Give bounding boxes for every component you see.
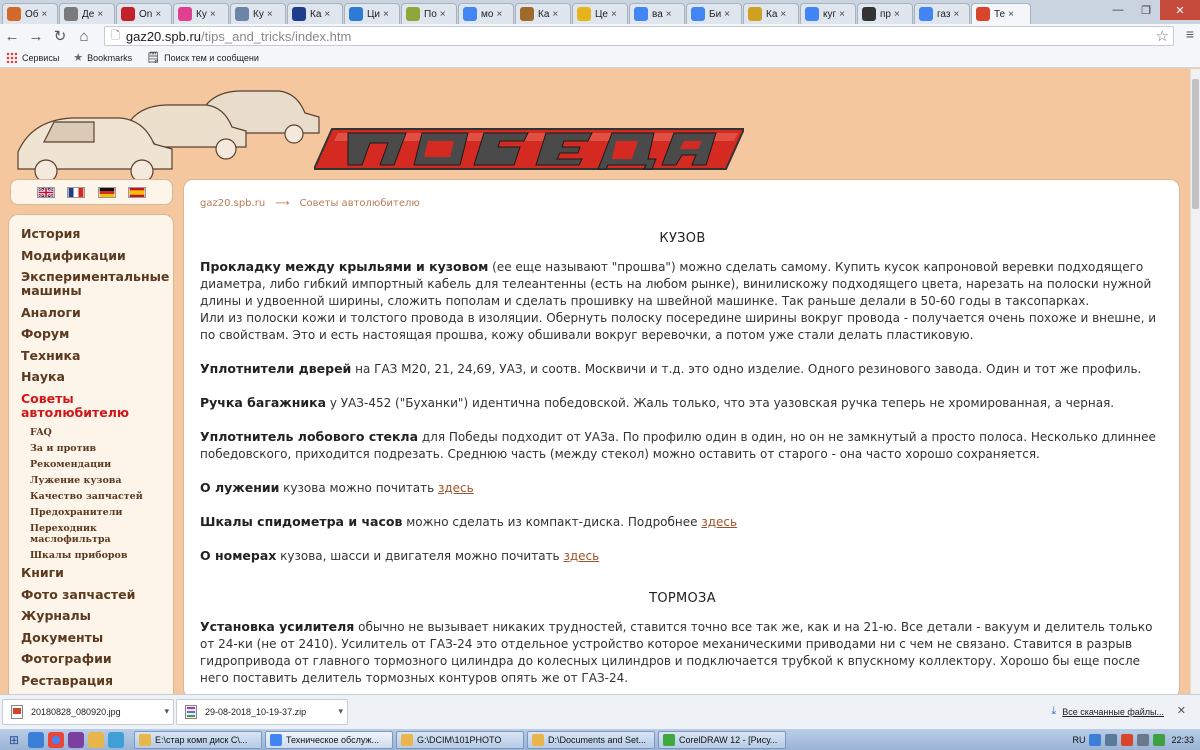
tab-title: куг — [823, 8, 837, 20]
downloads-bar — [0, 694, 1200, 729]
taskbar-button[interactable]: Техническое обслуж... — [265, 731, 393, 749]
paragraph-text: (ее еще называют "прошва") можно сделать самому. Купить кусок капроновой веревки подходящего диаметра, либо гибкий импортный кабель для телеантенны (есть на любом рынке), винилискожу подходящего цвета, нарезать на полоски нужной длины и удвоенной ширины, сложить пополам и сделать прошивку на швейной машинке. Так раньше делали в 50-60 годы в таксопарках. — [200, 260, 1152, 308]
browser-tab[interactable] — [971, 3, 1031, 24]
paragraph-heading: Установка усилителя — [200, 619, 355, 634]
tab-title: газ — [937, 8, 951, 20]
sidebar-subitem[interactable]: Качество запчастей — [30, 491, 143, 502]
sidebar-subitem[interactable]: Рекомендации — [30, 459, 112, 470]
volume-icon[interactable] — [1137, 734, 1149, 746]
browser-tab[interactable] — [572, 3, 628, 24]
sidebar-item[interactable]: Книги — [21, 565, 64, 580]
paragraph-heading: Шкалы спидометра и часов — [200, 514, 403, 529]
close-tab-icon[interactable]: × — [41, 8, 48, 20]
paragraph-text: для Победы подходит от УАЗа. По профилю один в один, но он не замкнутый а просто полоса. Несколько длиннее победовского, приходится подрезать. Среднюю часть (между стекол) можно оставить от старого - она часто хорошо сохраняется. — [200, 430, 1156, 461]
close-icon[interactable]: ✕ — [1176, 705, 1186, 717]
paragraph-heading: Уплотнители дверей — [200, 361, 352, 376]
close-tab-icon[interactable]: × — [953, 8, 960, 20]
tab-title: Ка — [538, 8, 550, 20]
page-icon: 🗋 — [111, 29, 120, 42]
forum-icon: 🗒 — [146, 52, 161, 64]
sidebar-subitem[interactable]: Шкалы приборов — [30, 550, 128, 561]
star-icon: ★ — [73, 52, 84, 64]
site-icon — [748, 7, 762, 21]
close-tab-icon[interactable]: × — [610, 8, 617, 20]
taskbar-button[interactable]: D:\Documents and Set... — [527, 731, 655, 749]
paragraph-heading: Ручка багажника — [200, 395, 327, 410]
browser-tab[interactable] — [59, 3, 115, 24]
url-path: /tips_and_tricks/index.htm — [201, 28, 352, 44]
site-icon — [520, 7, 534, 21]
tab-title: пр — [880, 8, 891, 20]
bookmarks-bar — [0, 48, 1200, 68]
download-arrow-icon: ⤓ — [1051, 705, 1057, 717]
task-app-icon — [401, 734, 413, 746]
clock: 22:33 — [1171, 734, 1194, 745]
help-icon[interactable] — [1089, 734, 1101, 746]
flag-fr-icon[interactable] — [67, 187, 85, 198]
chrome-icon[interactable] — [48, 732, 64, 748]
close-tab-icon[interactable]: × — [496, 8, 503, 20]
sidebar-item[interactable]: Экспериментальные машины — [21, 269, 170, 298]
browser-tab[interactable] — [401, 3, 457, 24]
sidebar-item[interactable]: Журналы — [21, 608, 91, 623]
article-paragraph — [200, 360, 1165, 378]
section-title: КУЗОВ — [659, 231, 706, 246]
tab-title: Би — [709, 8, 722, 20]
globe-icon — [406, 7, 420, 21]
sidebar-subitem[interactable]: Предохранители — [30, 507, 123, 518]
sidebar-subitem[interactable]: FAQ — [30, 427, 52, 438]
tab-title: ва — [652, 8, 663, 20]
main-content — [183, 179, 1180, 694]
tab-title: Ци — [367, 8, 380, 20]
close-tab-icon[interactable]: × — [1008, 8, 1014, 20]
browser-tab[interactable] — [287, 3, 343, 24]
close-tab-icon[interactable]: × — [324, 8, 331, 20]
read-more-link[interactable]: здесь — [701, 515, 738, 529]
tab-title: По — [424, 8, 437, 20]
car-icon — [64, 7, 78, 21]
language-indicator[interactable]: RU — [1072, 734, 1086, 745]
article-paragraph — [200, 479, 1165, 497]
zip-file-icon — [185, 705, 197, 719]
tab-title: Ку — [196, 8, 207, 20]
download-item[interactable]: 20180828_080920.jpg ▾ — [2, 699, 174, 725]
browser-tab[interactable] — [230, 3, 286, 24]
close-tab-icon[interactable]: × — [552, 8, 559, 20]
close-tab-icon[interactable]: × — [155, 8, 162, 20]
car-icon — [7, 7, 21, 21]
apps-grid-icon — [6, 52, 17, 63]
tab-title: мо — [481, 8, 494, 20]
app-icon[interactable] — [68, 732, 84, 748]
antivirus-icon[interactable] — [1121, 734, 1133, 746]
web-page — [0, 69, 1190, 694]
task-list — [134, 731, 789, 749]
browser-tab[interactable] — [857, 3, 913, 24]
close-tab-icon[interactable]: × — [382, 8, 389, 20]
close-tab-icon[interactable]: × — [439, 8, 446, 20]
folder-icon[interactable] — [88, 732, 104, 748]
close-tab-icon[interactable]: × — [839, 8, 845, 20]
back-icon[interactable]: ← — [4, 27, 20, 45]
breadcrumb-current: Советы автолюбителю — [299, 198, 420, 209]
browser-tab[interactable] — [173, 3, 229, 24]
menu-icon[interactable]: ≡ — [1185, 26, 1194, 42]
window-controls — [1104, 0, 1200, 20]
minimize-button[interactable]: — — [1112, 4, 1124, 16]
taskbar-button[interactable]: CorelDRAW 12 - [Рису... — [658, 731, 786, 749]
taskbar-button[interactable]: G:\DCIM\101PHOTO — [396, 731, 524, 749]
forward-icon[interactable]: → — [28, 27, 44, 45]
sidebar-item[interactable]: Аналоги — [21, 304, 81, 320]
sidebar-item[interactable]: Техника — [21, 347, 81, 363]
article-paragraph — [200, 547, 1165, 565]
logo-text: ПОБЕДА — [529, 157, 534, 158]
paragraph-text: на ГАЗ М20, 21, 24,69, УАЗ, и соотв. Москвичи и т.д. это одно изделие. Одного резинового завода. Один и тот же профиль. — [351, 362, 1142, 376]
google-icon — [463, 7, 477, 21]
paragraph-text: обычно не вызывает никаких трудностей, ставится точно все так же, как и на 21-ю. Все детали - вакуум и делитель только от 24-ки (не от 2410). Усилитель от ГАЗ-24 это отдельное устройство которое механическими приводами ни с чем не связано. Ставится в разрыв гидропривода от главного тормозного цилиндра до колесных цилиндров и подключается трубкой к впускному коллектору. Хорошо бы еще после него поставить делитель тормозных контуров опять же от ГАЗ-24. — [200, 620, 1153, 685]
browser-toolbar — [0, 24, 1200, 48]
header-cars-illustration — [14, 77, 324, 181]
article-paragraph — [200, 618, 1165, 687]
site-m-icon — [976, 7, 990, 21]
sidebar-item[interactable]: Реставрация — [21, 672, 114, 688]
google-icon — [691, 7, 705, 21]
article-paragraph — [200, 394, 1165, 412]
browser-tab[interactable] — [344, 3, 400, 24]
task-app-icon — [270, 734, 282, 746]
bookmark-apps[interactable]: Сервисы — [6, 52, 59, 63]
paragraph-heading: О номерах — [200, 548, 277, 563]
browser-tab[interactable] — [914, 3, 970, 24]
close-tab-icon[interactable]: × — [97, 8, 104, 20]
article-paragraph — [200, 428, 1165, 463]
read-more-link[interactable]: здесь — [438, 481, 474, 495]
close-tab-icon[interactable]: × — [893, 8, 900, 20]
tab-title: On — [139, 8, 153, 20]
close-tab-icon[interactable]: × — [780, 8, 787, 20]
sidebar-nav — [8, 214, 174, 694]
film-icon — [862, 7, 876, 21]
scrollbar-thumb[interactable] — [1192, 79, 1199, 209]
paragraph-heading: Уплотнитель лобового стекла — [200, 429, 419, 444]
globe-icon[interactable] — [108, 732, 124, 748]
url-host: gaz20.spb.ru — [125, 28, 202, 44]
read-more-link[interactable]: здесь — [563, 549, 600, 563]
tab-title: Це — [595, 8, 608, 20]
sidebar-item[interactable]: Советы автолюбителю — [21, 390, 130, 420]
tab-title: Ка — [310, 8, 322, 20]
paragraph-text: Или из полоски кожи и толстого провода в изоляции. Обернуть полоску посередине ширины вокруг провода - получается очень похоже и внешне, и по свойствам. Это и есть настоящая прошва, кожу обшивали вокруг веревочки, а потом уже стали делать пластиковую. — [200, 311, 1157, 342]
sidebar-item[interactable]: Модификации — [21, 247, 126, 263]
flag-uk-icon[interactable] — [37, 187, 55, 198]
sidebar-item[interactable]: Наука — [21, 369, 65, 384]
article-body — [200, 231, 1165, 687]
article-paragraph — [200, 513, 1165, 531]
page-scrollbar[interactable] — [1190, 69, 1200, 694]
update-icon[interactable] — [1153, 734, 1165, 746]
browser-tab[interactable] — [629, 3, 685, 24]
download-item[interactable]: 29-08-2018_10-19-37.zip ▾ — [176, 699, 348, 725]
article-paragraph — [200, 258, 1165, 344]
paragraph-text: можно сделать из компакт-диска. Подробнее — [402, 515, 702, 529]
tab-strip — [0, 0, 1200, 24]
browser-tab[interactable] — [116, 3, 172, 24]
task-app-icon — [139, 734, 151, 746]
flag-uk-icon — [292, 7, 306, 21]
browser-tab[interactable] — [686, 3, 742, 24]
browser-tab[interactable] — [515, 3, 571, 24]
shop-icon — [178, 7, 192, 21]
chevron-down-icon[interactable]: ▾ — [164, 706, 169, 716]
chevron-down-icon[interactable]: ▾ — [338, 706, 343, 716]
sidebar-item[interactable]: История — [21, 226, 81, 241]
google-icon — [634, 7, 648, 21]
tab-title: Де — [82, 8, 95, 20]
task-app-icon — [663, 734, 675, 746]
task-app-icon — [532, 734, 544, 746]
bookmark-icon — [349, 7, 363, 21]
show-all-downloads-link[interactable]: ⤓ Все скачанные файлы... — [1051, 705, 1164, 717]
bookmark-bookmarks[interactable]: ★ Bookmarks — [73, 52, 133, 64]
flag-de-icon[interactable] — [98, 187, 116, 198]
paragraph-text: кузова, шасси и двигателя можно почитать — [276, 549, 564, 563]
paragraph-heading: Прокладку между крыльями и кузовом — [200, 259, 489, 274]
browser-tab[interactable] — [743, 3, 799, 24]
close-tab-icon[interactable]: × — [209, 8, 216, 20]
address-bar[interactable] — [104, 26, 1174, 46]
bookmark-forum-search[interactable]: 🗒 Поиск тем и сообщени — [146, 52, 259, 64]
paragraph-text: кузова можно почитать — [279, 481, 438, 495]
sidebar-subitem[interactable]: Переходник маслофильтра — [30, 523, 111, 545]
bookmark-star-icon[interactable]: ☆ — [1155, 28, 1169, 45]
close-tab-icon[interactable]: × — [724, 8, 730, 20]
reload-icon[interactable]: ↻ — [53, 28, 67, 45]
taskbar-button[interactable]: E:\стар комп диск С\... — [134, 731, 262, 749]
maximize-button[interactable]: ❐ — [1141, 4, 1151, 17]
flag-es-icon[interactable] — [128, 187, 146, 198]
sidebar-item[interactable]: Документы — [21, 629, 104, 645]
sidebar-item[interactable]: Фотографии — [21, 651, 112, 666]
tab-title: Те — [994, 8, 1006, 20]
paragraph-heading: О лужении — [200, 480, 280, 495]
close-window-button[interactable]: ✕ — [1160, 0, 1200, 20]
sidebar-subitem[interactable]: За и против — [30, 443, 97, 454]
opera-icon — [121, 7, 135, 21]
os-taskbar — [0, 729, 1200, 750]
drive-icon — [577, 7, 591, 21]
breadcrumb-home-link[interactable]: gaz20.spb.ru — [200, 198, 266, 209]
network-icon[interactable] — [1105, 734, 1117, 746]
close-tab-icon[interactable]: × — [665, 8, 672, 20]
section-title: ТОРМОЗА — [649, 591, 716, 606]
breadcrumb-arrow-icon: ⟶ — [275, 198, 290, 209]
sidebar-item[interactable]: Фото запчастей — [21, 586, 136, 602]
browser-tab[interactable] — [2, 3, 58, 24]
ie-icon[interactable] — [28, 732, 44, 748]
start-button[interactable]: ⊞ — [8, 732, 20, 747]
system-tray — [1066, 729, 1200, 750]
language-selector — [10, 179, 173, 205]
tab-title: Об — [25, 8, 39, 20]
paragraph-text: у УАЗ-452 ("Буханки") идентична победовской. Жаль только, что эта уазовская ручка теперь не хромированная, а черная. — [326, 396, 1115, 410]
breadcrumb — [200, 198, 1165, 209]
close-tab-icon[interactable]: × — [266, 8, 273, 20]
google-icon — [919, 7, 933, 21]
tab-title: Ка — [766, 8, 778, 20]
google-icon — [805, 7, 819, 21]
sidebar-item[interactable]: Форум — [21, 326, 70, 341]
site-logo — [314, 127, 744, 171]
browser-tab[interactable] — [458, 3, 514, 24]
sidebar-subitem[interactable]: Лужение кузова — [30, 475, 122, 486]
home-icon[interactable]: ⌂ — [79, 27, 89, 45]
image-file-icon — [11, 705, 23, 719]
tab-title: Ку — [253, 8, 264, 20]
document-icon — [235, 7, 249, 21]
browser-tab[interactable] — [800, 3, 856, 24]
